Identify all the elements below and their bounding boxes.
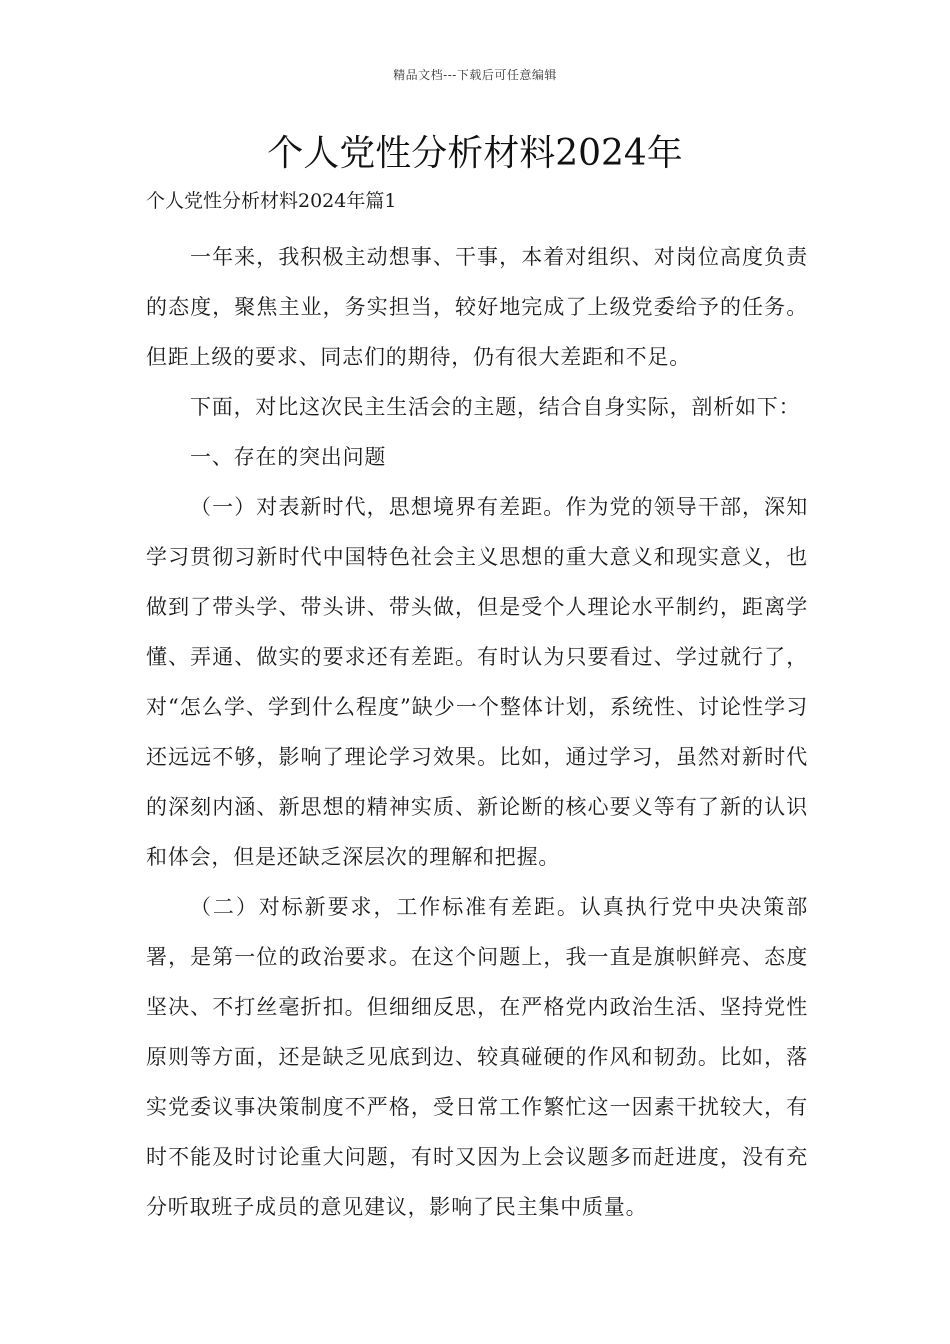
page-header-note: 精品文档---下载后可任意编辑	[393, 68, 557, 82]
document-subtitle: 个人党性分析材料2024年篇1	[146, 190, 397, 212]
paragraph-analysis-lead: 下面，对比这次民主生活会的主题，结合自身实际，剖析如下：	[190, 395, 801, 419]
section-heading-problems: 一、存在的突出问题	[190, 445, 387, 469]
document-body	[146, 232, 808, 1232]
paragraph-problem-2: （二）对标新要求，工作标准有差距。认真执行党中央决策部署，是第一位的政治要求。在这个问题上，我一直是旗帜鲜亮、态度坚决、不打丝毫折扣。但细细反思，在严格党内政治生活、坚持党性原则等方面，还是缺乏见底到边、较真碰硬的作风和韧劲。比如，落实党委议事决策制度不严格，受日常工作繁忙这一因素干扰较大，有时不能及时讨论重大问题，有时又因为上会议题多而赶进度，没有充分听取班子成员的意见建议，影响了民主集中质量。	[146, 895, 808, 1219]
paragraph-problem-1: （一）对表新时代，思想境界有差距。作为党的领导干部，深知学习贯彻习新时代中国特色社会主义思想的重大意义和现实意义，也做到了带头学、带头讲、带头做，但是受个人理论水平制约，距离学懂、弄通、做实的要求还有差距。有时认为只要看过、学过就行了，对“怎么学、学到什么程度”缺少一个整体计划，系统性、讨论性学习还远远不够，影响了理论学习效果。比如，通过学习，虽然对新时代的深刻内涵、新思想的精神实质、新论断的核心要义等有了新的认识和体会，但是还缺乏深层次的理解和把握。	[146, 495, 808, 869]
paragraph-intro: 一年来，我积极主动想事、干事，本着对组织、对岗位高度负责的态度，聚焦主业，务实担当，较好地完成了上级党委给予的任务。但距上级的要求、同志们的期待，仍有很大差距和不足。	[146, 245, 808, 369]
document-title: 个人党性分析材料2024年	[267, 133, 683, 174]
